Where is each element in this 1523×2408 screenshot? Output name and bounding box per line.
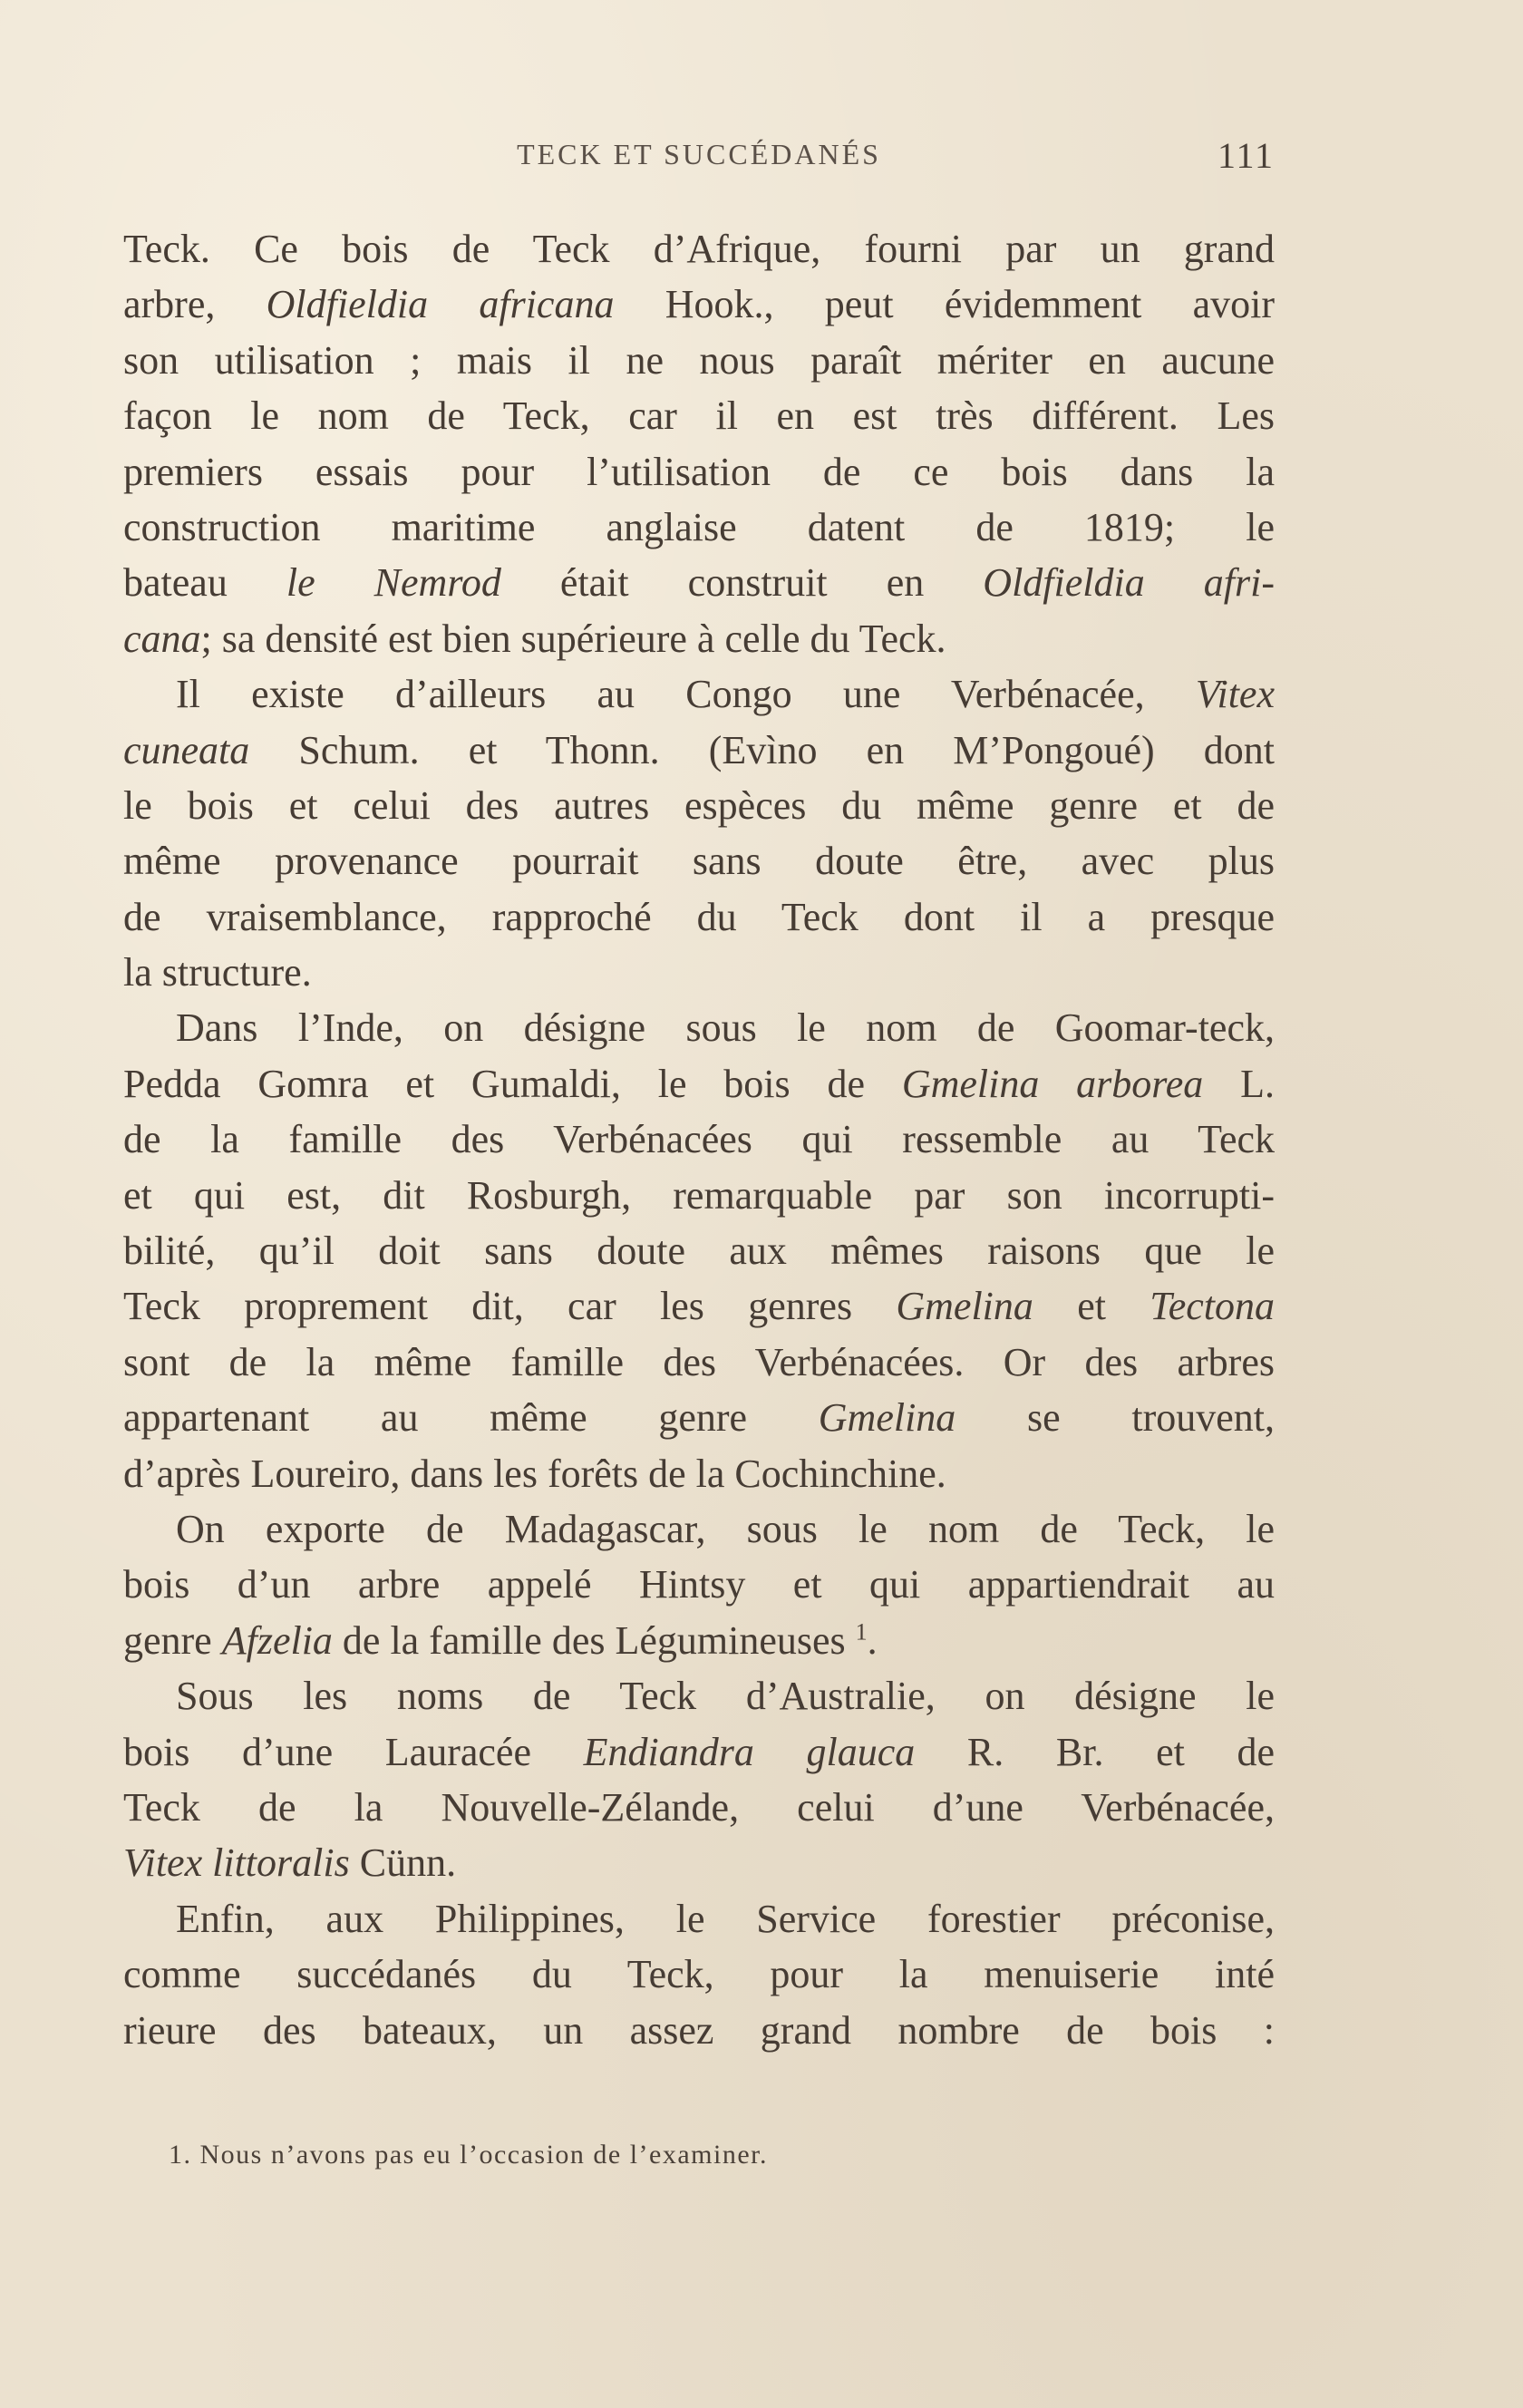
text-line: Vitex littoralis Cünn. bbox=[123, 1840, 457, 1886]
text-line: genre Afzelia de la famille des Légumineuses $^1$. bbox=[123, 1617, 878, 1663]
text-line: Teck proprement dit, car les genres Gmelina et Tectona bbox=[123, 1284, 1275, 1329]
genus-name: Tectona bbox=[1150, 1284, 1275, 1329]
running-head: TECK ET SUCCÉDANÉS bbox=[517, 138, 881, 170]
species-name: Vitex littoralis bbox=[123, 1840, 350, 1886]
species-name: Vitex bbox=[1195, 672, 1275, 717]
text-line: son utilisation ; mais il ne nous paraît mériter en aucune bbox=[123, 337, 1275, 383]
text-line: sont de la même famille des Verbénacées. Or des arbres bbox=[123, 1339, 1275, 1384]
genus-name: Afzelia bbox=[221, 1617, 333, 1663]
genus-name: Gmelina bbox=[896, 1284, 1033, 1329]
footnote-marker: 1 bbox=[855, 1618, 868, 1646]
text-line: Enfin, aux Philippines, le Service forestier préconise, bbox=[176, 1896, 1275, 1941]
text-line: arbre, Oldfieldia africana Hook., peut évidemment avoir bbox=[123, 282, 1275, 327]
text-line: façon le nom de Teck, car il en est très différent. Les bbox=[123, 393, 1275, 439]
text-line: la structure. bbox=[123, 950, 312, 995]
text-line: de la famille des Verbénacées qui ressemble au Teck bbox=[123, 1117, 1275, 1162]
text-line: Sous les noms de Teck d’Australie, on désigne le bbox=[176, 1674, 1275, 1719]
text-line: bilité, qu’il doit sans doute aux mêmes raisons que le bbox=[123, 1228, 1275, 1274]
text-line: même provenance pourrait sans doute être, avec plus bbox=[123, 839, 1275, 884]
text-line: cuneata Schum. et Thonn. (Evìno en M’Pongoué) dont bbox=[123, 727, 1275, 772]
page-number: 111 bbox=[1217, 135, 1275, 176]
species-name: cuneata bbox=[123, 727, 250, 772]
text-line: d’après Loureiro, dans les forêts de la Cochinchine. bbox=[123, 1451, 946, 1496]
text-line: premiers essais pour l’utilisation de ce bois dans la bbox=[123, 449, 1275, 494]
text-line: bois d’une Lauracée Endiandra glauca R. Br. et de bbox=[123, 1729, 1275, 1774]
species-name: Gmelina arborea bbox=[901, 1061, 1204, 1106]
text-line: appartenant au même genre Gmelina se trouvent, bbox=[123, 1395, 1275, 1441]
text-line: construction maritime anglaise datent de 1819; le bbox=[123, 504, 1275, 549]
text-line: rieure des bateaux, un assez grand nombre de bois : bbox=[123, 2007, 1275, 2053]
species-name: cana bbox=[123, 616, 201, 661]
text-line: et qui est, dit Rosburgh, remarquable par son incorrupti- bbox=[123, 1172, 1275, 1218]
text-line: On exporte de Madagascar, sous le nom de Teck, le bbox=[176, 1506, 1275, 1551]
body-text bbox=[123, 221, 1275, 2058]
text-line: de vraisemblance, rapproché du Teck dont il a presque bbox=[123, 894, 1275, 939]
text-line: bois d’un arbre appelé Hintsy et qui appartiendrait au bbox=[123, 1562, 1275, 1607]
text-line: bateau le Nemrod était construit en Oldfieldia afri- bbox=[123, 560, 1275, 606]
species-name: Oldfieldia africana bbox=[266, 282, 615, 327]
ship-name: le Nemrod bbox=[286, 560, 501, 606]
text-line: Dans l’Inde, on désigne sous le nom de Goomar-teck, bbox=[176, 1005, 1275, 1051]
genus-name: Gmelina bbox=[818, 1395, 956, 1441]
text-line: Pedda Gomra et Gumaldi, le bois de Gmelina arborea L. bbox=[123, 1061, 1275, 1106]
text-line: le bois et celui des autres espèces du même genre et de bbox=[123, 782, 1275, 828]
footnote: 1. Nous n’avons pas eu l’occasion de l’examiner. bbox=[169, 2140, 768, 2170]
text-line: Il existe d’ailleurs au Congo une Verbénacée, Vitex bbox=[176, 672, 1275, 717]
species-name: Endiandra glauca bbox=[583, 1729, 916, 1774]
page-header bbox=[123, 135, 1275, 183]
text-line: comme succédanés du Teck, pour la menuiserie inté bbox=[123, 1952, 1275, 1997]
text-line: Teck de la Nouvelle-Zélande, celui d’une Verbénacée, bbox=[123, 1784, 1275, 1830]
text-line: Teck. Ce bois de Teck d’Afrique, fourni par un grand bbox=[123, 227, 1275, 271]
species-name: Oldfieldia afri- bbox=[983, 560, 1275, 606]
text-line: cana; sa densité est bien supérieure à celle du Teck. bbox=[123, 616, 946, 661]
